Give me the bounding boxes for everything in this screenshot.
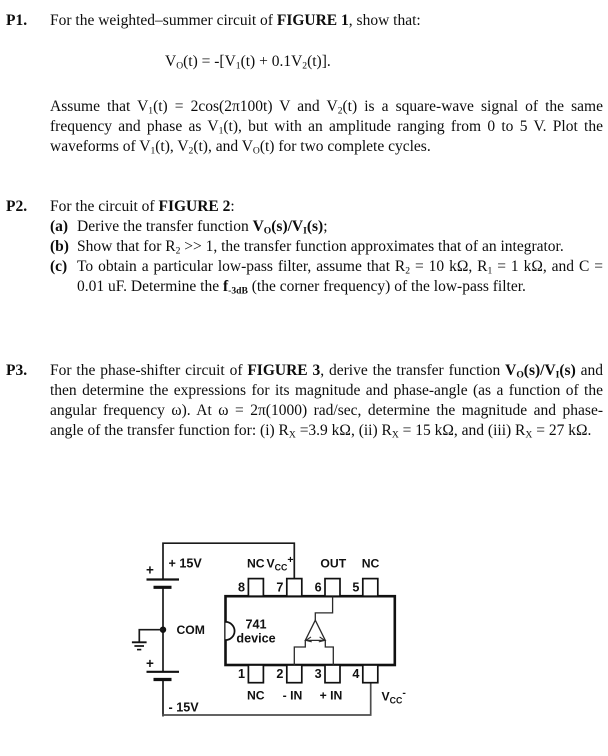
pin-2-box xyxy=(287,665,302,683)
p3-body: For the phase-shifter circuit of FIGURE 3, derive the transfer function $V_O(s)/V_I(s)$ and then determine the expressions for its magnitude and phase-angle (as a function of the angular frequency ω). At ω = 2π(1000) rad/sec, determine the magnitude and phase-angle of the transfer function for: (i) $R_X =3.9$ kΩ, (ii) $R_X = 15$ kΩ, and (iii) $R_X = 27$ kΩ. xyxy=(50,362,603,441)
battery-top-plus-sign: + xyxy=(146,562,154,578)
pin-5-box xyxy=(363,579,378,597)
pin-4-box xyxy=(363,665,378,683)
label-vcc-minus: $V_{CC}-$ xyxy=(381,687,406,706)
label-vcc-plus: $V_{CC}+$ xyxy=(266,554,294,573)
pin-6-number: 6 xyxy=(314,580,322,595)
p2-item-a-text: Derive the transfer function $V_O(s)/V_I(s)$; xyxy=(77,218,328,237)
pin-8-number: 8 xyxy=(237,580,245,595)
pin-5-number: 5 xyxy=(352,580,360,595)
pin-1-number: 1 xyxy=(237,667,245,681)
pin-7-number: 7 xyxy=(276,580,284,595)
ground-branch-wire xyxy=(139,630,163,642)
p2-item-c-label: (c) xyxy=(50,258,68,275)
label-device-word: device xyxy=(236,631,276,646)
pin-4-number: 4 xyxy=(352,667,360,681)
pin-1-box xyxy=(248,665,263,683)
label-pin5-nc: NC xyxy=(361,556,380,571)
p2-item-c-text: To obtain a particular low-pass filter, assume that $R_2 = 10$ kΩ, $R_1 = 1$ kΩ, and C = 0.01 uF. Determine the $f_{-3dB}$ (the corner frequency) of the low-pass filter. xyxy=(77,258,603,297)
p1-formula: $V_O(t) = -[V_1(t) + 0.1V_2(t)]$. xyxy=(165,53,331,72)
p2-item-b-text: Show that for $R_2 >> 1$, the transfer function approximates that of an integrator. xyxy=(77,238,564,257)
pin-2-number: 2 xyxy=(276,667,284,681)
battery-negative xyxy=(147,672,180,680)
p2-label: P2. xyxy=(6,198,28,215)
ground-icon xyxy=(132,642,147,649)
label-pin6-out: OUT xyxy=(320,556,347,571)
label-supply-negative: - 15V xyxy=(168,700,199,715)
pin-6-box xyxy=(325,579,340,597)
p3-label: P3. xyxy=(6,362,28,379)
p1-label: P1. xyxy=(6,12,28,29)
p1-body: Assume that $V_1(t) = 2\cos(2\pi 100t)$ V and $V_2(t)$ is a square-wave signal of the same frequency and phase as $V_1(t)$, but with an amplitude ranging from 0 to 5 V. Plot the waveforms of $V_1(t)$, $V_2(t)$, and $V_O(t)$ for two complete cycles. xyxy=(50,98,603,157)
battery-bottom-plus-sign: + xyxy=(146,656,154,671)
label-device-741: 741 xyxy=(245,617,267,632)
pin-7-box xyxy=(287,579,302,597)
pin-8-box xyxy=(248,579,263,597)
label-pin2-neg-in: - IN xyxy=(282,688,303,703)
com-ground xyxy=(132,627,166,650)
label-supply-positive: + 15V xyxy=(168,556,202,571)
p2-item-a-label: (a) xyxy=(50,218,69,235)
label-pin3-pos-in: + IN xyxy=(319,688,343,703)
p2-heading: For the circuit of FIGURE 2: xyxy=(50,198,235,215)
battery-positive xyxy=(147,580,180,588)
label-com: COM xyxy=(176,623,205,637)
p2-item-b-label: (b) xyxy=(50,238,69,255)
label-pin1-nc: NC xyxy=(246,688,265,703)
p1-heading: For the weighted–summer circuit of FIGURE 1, show that: xyxy=(50,12,421,29)
label-pin8-nc: NC xyxy=(246,556,265,571)
pin-3-box xyxy=(325,665,340,683)
pin-3-number: 3 xyxy=(314,667,322,681)
